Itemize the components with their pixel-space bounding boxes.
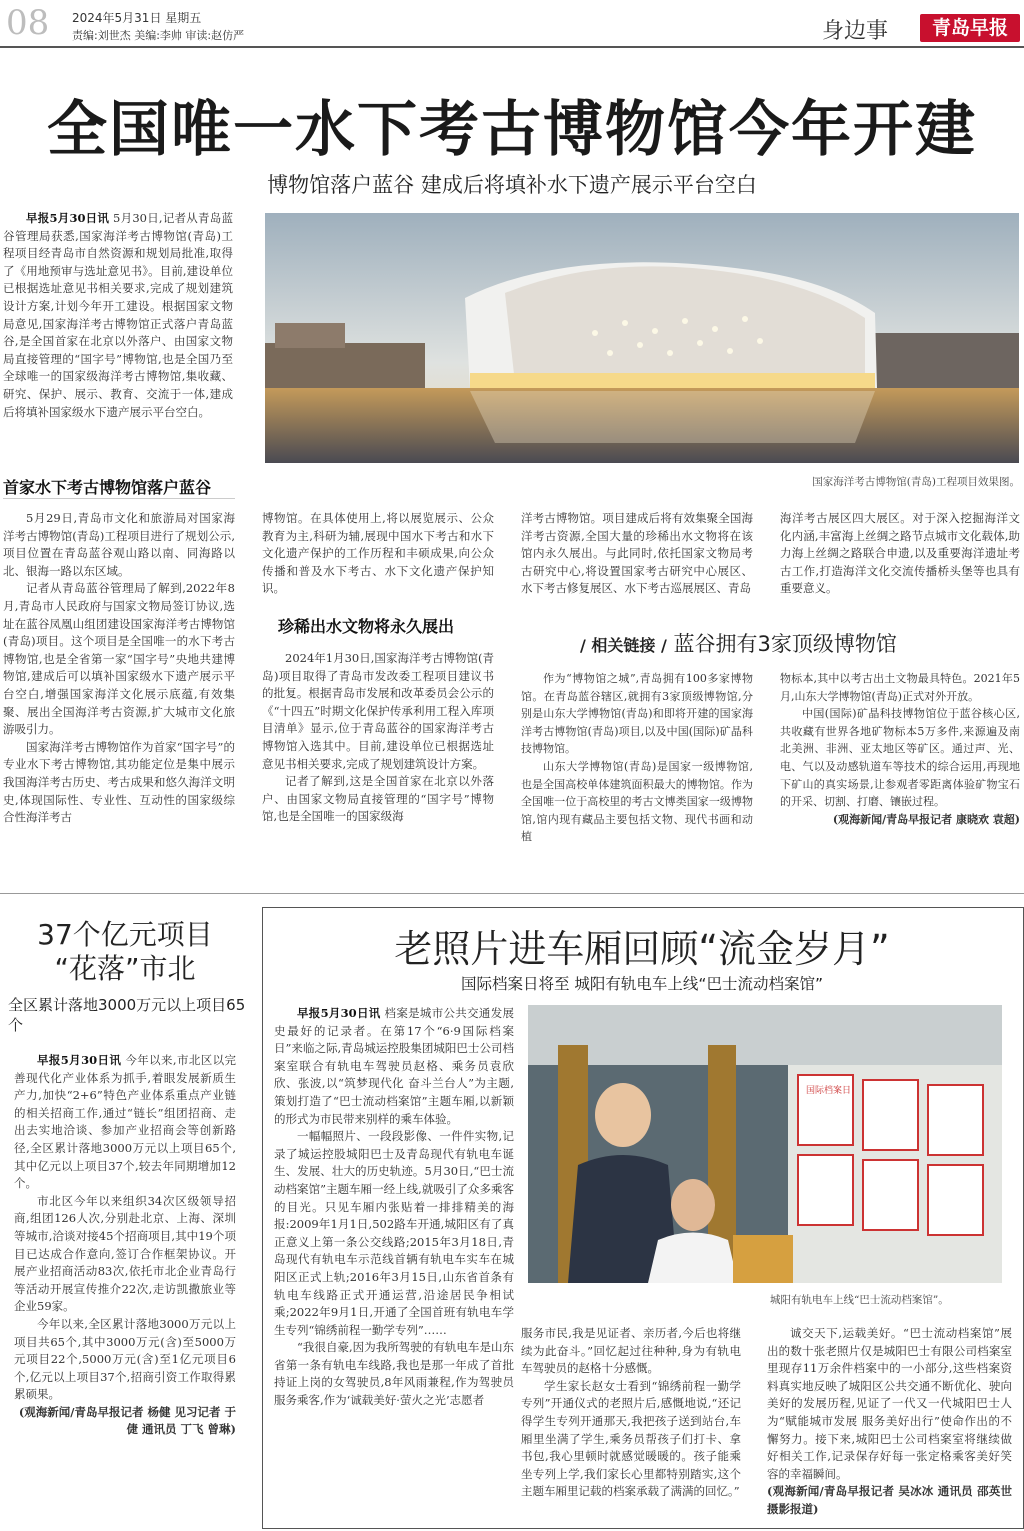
photo1-caption: 国家海洋考古博物馆(青岛)工程项目效果图。 xyxy=(812,476,1020,488)
sec1-paragraph: 国家海洋考古博物馆作为首家“国字号”的专业水下考古博物馆,其功能定位是集中展示我国海洋考古历史、考古成果和悠久海洋文明史,体现国际性、专业性、互动性的国家级综合性海洋考古 xyxy=(3,739,235,825)
main-headline: 全国唯一水下考古博物馆今年开建 xyxy=(47,95,977,165)
article3-paragraph: 诚交天下,运载美好。“巴士流动档案馆”展出的数十张老照片仅是城阳巴士有限公司档案室里现存11万余件档案中的一小部分,这些档案资料真实地反映了城阳区公共交通不断优化、驶向美好的发展历程,见证了一代又一代城阳巴士人为“赋能城市发展 服务美好出行”使命作出的不懈努力。接下来,城阳巴士公司档案室将继续做好相关工作,记录保存好每一张定格乘客美好笑容的幸福瞬间。 xyxy=(767,1326,1012,1481)
related-title: 蓝谷拥有3家顶级博物馆 xyxy=(673,632,897,656)
section-name: 身边事 xyxy=(822,19,889,44)
tram-interior-photo xyxy=(528,1005,1002,1283)
article2-paragraph: 今年以来,全区累计落地3000万元以上项目共65个,其中3000万元(含)至5000万元项目22个,5000万元(含)至1亿元项目6个,亿元以上项目37个,招商引资工作取得累累硕果。 xyxy=(14,1316,236,1402)
article3-subtitle: 国际档案日将至 城阳有轨电车上线“巴士流动档案馆” xyxy=(461,975,823,993)
section1-divider xyxy=(3,498,235,499)
article1-col4 xyxy=(780,510,1020,620)
newspaper-logo: 青岛早报 xyxy=(920,14,1020,42)
article1-lead-text: 5月30日,记者从青岛蓝谷管理局获悉,国家海洋考古博物馆(青岛)工程项目经青岛市自然资源和规划局批准,取得了《用地预审与选址意见书》。目前,建设单位已根据选址意见书相关要求,完成了规划建筑设计方案,计划今年开工建设。根据国家文物局意见,国家海洋考古博物馆正式落户青岛蓝谷,是全国首家在北京以外落户、由国家文物局直接管理的“国字号”博物馆,也是全国乃至全球唯一的国家级海洋考古博物馆,集收藏、研究、保护、展示、教育、交流于一体,建成后将填补国家级水下遗产展示平台空白。 xyxy=(3,211,233,419)
related-paragraph: 中国(国际)矿晶科技博物馆位于蓝谷核心区,共收藏有世界各地矿物标本5万多件,来源遍及南北美洲、非洲、亚太地区等矿区。通过声、光、电、气以及动感轨道车等技术的综合运用,再现地下矿山的真实场景,让参观者零距离体验矿物宝石的开采、切割、打磨、镶嵌过程。 xyxy=(780,707,1020,809)
related-col2 xyxy=(780,670,1020,866)
article2-subtitle: 全区累计落地3000万元以上项目65个 xyxy=(8,996,246,1034)
main-subheadline: 博物馆落户蓝谷 建成后将填补水下遗产展示平台空白 xyxy=(267,173,757,197)
article3-paragraph: 一幅幅照片、一段段影像、一件件实物,记录了城运控股城阳巴士及青岛现代有轨电车诞生、发展、壮大的历史轨迹。5月30日,“巴士流动档案馆”主题车厢一经上线,就吸引了众多乘客的目光。只见车厢内张贴着一排排精美的海报:2009年1月1日,502路车开通,城阳区有了真正意义上第一条公交线路;2015年3月18日,青岛现代有轨电车示范线首辆有轨电车实车在城阳区正式上轨;2016年3月15日,山东省首条有轨电车线路正式开通运营,沿途居民争相试乘;2022年9月1日,开通了全国首班有轨电车学生专列“锦绣前程一勤学专列”…… xyxy=(274,1129,514,1337)
sec2-paragraph: 2024年1月30日,国家海洋考古博物馆(青岛)项目取得了青岛市发改委工程项目建议书的批复。根据青岛市发展和改革委员会公示的《“十四五”时期文化保护传承利用工程入库项目清单》显示,位于青岛蓝谷的国家海洋考古博物馆入选其中。目前,建设单位已根据选址意见书相关要求,完成了规划建筑设计方案。 xyxy=(262,651,494,771)
related-paragraph: 山东大学博物馆(青岛)是国家一级博物馆,也是全国高校单体建筑面积最大的博物馆。作为全国唯一位于高校里的考古文博类国家一级博物馆,馆内现有藏品主要包括文物、现代书画和动植 xyxy=(521,759,753,844)
article1-col2 xyxy=(262,510,494,605)
article1-col3 xyxy=(521,510,753,620)
col3-paragraph: 洋考古博物馆。项目建成后将有效集聚全国海洋考古资源,全国大量的珍稀出水文物将在该馆内永久展出。与此同时,依托国家文物局考古研究中心,将设置国家考古研究中心展区、水下考古修复展区、水下考古巡展展区、青岛 xyxy=(521,511,753,596)
museum-rendering-photo xyxy=(265,213,1019,463)
issue-date: 2024年5月31日 星期五 xyxy=(72,11,202,25)
article1-lead-source: 早报5月30日讯 xyxy=(26,211,110,225)
col4-paragraph: 海洋考古展区四大展区。对于深入挖掘海洋文化内涵,丰富海上丝绸之路节点城市文化载体,助力海上丝绸之路联合申遗,以及重要海洋遗址考古工作,打造海洋文化交流传播桥头堡等也具有重要意义。 xyxy=(780,511,1020,596)
article1-lead xyxy=(3,210,233,460)
article3-paragraph: 学生家长赵女士看到“锦绣前程一勤学专列”开通仪式的老照片后,感慨地说,“还记得学生专列开通那天,我把孩子送到站台,车厢里坐满了学生,乘务员帮孩子们打卡、拿书包,我心里顿时就感觉暖暖的。孩子能乘坐专列上学,我们家长心里都特别踏实,这个主题车厢里记载的档案承载了满满的回忆。” xyxy=(521,1378,741,1499)
article2-lead-source: 早报5月30日讯 xyxy=(37,1053,122,1067)
article3-paragraph: “我很自豪,因为我所驾驶的有轨电车是山东省第一条有轨电车线路,我也是那一年成了首批持证上岗的女驾驶员,8年风雨兼程,作为驾驶员服务乘客,作为‘诚载美好·萤火之光’志愿者 xyxy=(274,1340,514,1408)
related-paragraph: 作为“博物馆之城”,青岛拥有100多家博物馆。在青岛蓝谷辖区,就拥有3家顶级博物馆,分别是山东大学博物馆(青岛)和即将开建的国家海洋考古博物馆(青岛)项目,以及中国(国际)矿晶科技博物馆。 xyxy=(521,672,753,756)
sec1-paragraph: 5月29日,青岛市文化和旅游局对国家海洋考古博物馆(青岛)工程项目进行了规划公示,项目位置在青岛蓝谷观山路以南、同海路以北、银海一路以东区域。 xyxy=(3,511,235,578)
article3-lead-source: 早报5月30日讯 xyxy=(297,1006,381,1020)
related-tag: 相关链接 xyxy=(591,636,656,655)
article2-byline: (观海新闻/青岛早报记者 杨健 见习记者 于倢 通讯员 丁飞 曾琳) xyxy=(18,1404,236,1437)
related-paragraph: 物标本,其中以考古出土文物最具特色。2021年5月,山东大学博物馆(青岛)正式对外开放。 xyxy=(780,672,1020,703)
article3-paragraph: 服务市民,我是见证者、亲历者,今后也将继续为此奋斗。”回忆起过往种种,身为有轨电车驾驶员的赵格十分感慨。 xyxy=(521,1326,741,1376)
article1-col2b xyxy=(262,650,494,866)
article1-col1 xyxy=(3,510,235,866)
related-link-heading: / 相关链接 / 蓝谷拥有3家顶级博物馆 xyxy=(580,632,897,656)
section1-heading: 首家水下考古博物馆落户蓝谷 xyxy=(3,478,212,497)
article2-p1: 今年以来,市北区以完善现代化产业体系为抓手,着眼发展新质生产力,加快“2+6”特色产业体系重点产业链的相关招商工作,通过“链长”组团招商、走出去实地洽谈、参加产业招商会等创新路径,全区累计落地3000万元以上项目65个,其中亿元以上项目37个,较去年同期增加12个。 xyxy=(14,1053,236,1191)
col2-paragraph: 博物馆。在具体使用上,将以展览展示、公众教育为主,科研为辅,展现中国水下考古和水下文化遗产保护的工作历程和丰硕成果,向公众传播和普及水下考古、水下文化遗产保护知识。 xyxy=(262,511,494,596)
staff-credits: 责编:刘世杰 美编:李帅 审读:赵仿严 xyxy=(72,29,245,42)
section2-heading: 珍稀出水文物将永久展出 xyxy=(278,617,455,636)
article3-title: 老照片进车厢回顾“流金岁月” xyxy=(394,927,890,971)
article2-title-line1: 37个亿元项目 xyxy=(37,918,213,951)
poster-banner: 国际档案日 xyxy=(806,1086,852,1096)
sec2-paragraph: 记者了解到,这是全国首家在北京以外落户、由国家文物局直接管理的“国字号”博物馆,也是全国唯一的国家级海 xyxy=(262,774,494,824)
article2-paragraph: 市北区今年以来组织34次区级领导招商,组团126人次,分别赴北京、上海、深圳等城市,洽谈对接45个招商项目,其中19个项目已达成合作意向,签订合作框架协议。开展产业招商活动83次,依托市北企业青岛行等活动开展宣传推介22次,走访凯撒旅业等企业59家。 xyxy=(14,1193,236,1314)
article3-col3 xyxy=(767,1325,1012,1521)
related-col1 xyxy=(521,670,753,866)
article1-byline: (观海新闻/青岛早报记者 康晓欢 袁超) xyxy=(832,812,1020,826)
article2-body xyxy=(14,1052,236,1527)
article3-col2 xyxy=(521,1325,741,1521)
article3-byline: (观海新闻/青岛早报记者 吴冰冰 通讯员 邵英世 摄影报道) xyxy=(767,1484,1012,1516)
sec1-paragraph: 记者从青岛蓝谷管理局了解到,2022年8月,青岛市人民政府与国家文物局签订协议,选址在蓝谷凤凰山组团建设国家海洋考古博物馆(青岛)项目。这个项目是全国唯一的水下考古博物馆,也是全省第一家“国字号”央地共建博物馆,建成后可以填补国家级水下遗产展示平台空白,增强国家海洋文化展示底蕴,有效集聚、展出全国海洋考古资源,扩大城市文化旅游吸引力。 xyxy=(3,581,235,737)
article2-title-line2: “花落”市北 xyxy=(54,952,196,985)
article2-title xyxy=(0,918,250,986)
page-number: 08 xyxy=(6,3,50,43)
section-divider xyxy=(0,893,1024,894)
article3-col1 xyxy=(274,1005,514,1521)
photo2-caption: 城阳有轨电车上线“巴士流动档案馆”。 xyxy=(770,1294,949,1306)
article3-p1: 档案是城市公共交通发展史最好的记录者。在第17个“6·9国际档案日”来临之际,青岛城运控股集团城阳巴士公司档案室联合有轨电车驾驶员赵格、乘务员袁欣欣、张波,以“筑梦现代化 奋斗兰台人”为主题,策划打造了“巴士流动档案馆”主题车厢,以新颖的形式为市民带来别样的乘车体验。 xyxy=(274,1006,514,1126)
header-divider xyxy=(0,46,1024,48)
